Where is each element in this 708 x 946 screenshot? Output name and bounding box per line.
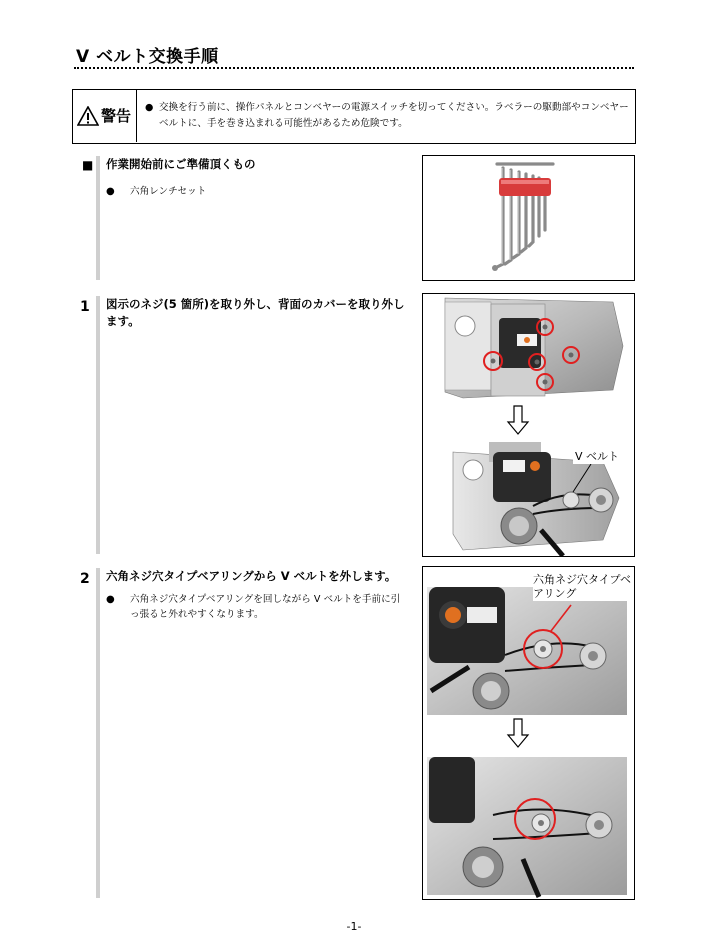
step-2-illustration	[423, 567, 634, 899]
down-arrow-icon	[508, 719, 528, 747]
bearing-callout: 六角ネジ穴タイプベアリング	[533, 573, 632, 600]
bullet-icon: ●	[145, 102, 154, 113]
step-1-heading: 図示のネジ(5 箇所)を取り外し、背面のカバーを取り外します。	[106, 297, 405, 328]
hex-wrench-illustration	[423, 156, 634, 280]
step-2-heading: 六角ネジ穴タイプベアリングから V ベルトを外します。	[106, 569, 397, 583]
step-1-side-bar	[96, 296, 100, 554]
title-divider	[74, 67, 634, 69]
down-arrow-icon	[508, 406, 528, 434]
prep-item: ● 六角レンチセット	[106, 186, 207, 197]
hex-wrench-photo	[422, 155, 635, 281]
prep-side-bar	[96, 156, 100, 280]
step-1-photo	[422, 293, 635, 557]
step-2-side-bar	[96, 568, 100, 898]
bullet-icon: ●	[106, 594, 115, 605]
prep-heading: 作業開始前にご準備頂くもの	[106, 157, 256, 171]
step-2-number: 2	[80, 571, 90, 587]
step-1-number: 1	[80, 299, 90, 315]
warning-text-block	[145, 100, 629, 132]
page-number: -1-	[346, 920, 362, 933]
warning-triangle-icon	[77, 106, 99, 126]
warning-label-cell	[72, 89, 137, 142]
section-marker: ■	[82, 158, 94, 172]
step-1-illustration	[423, 294, 634, 556]
step-2-bullet: ● 六角ネジ穴タイプベアリングを回しながら V ベルトを手前に引っ張ると外れやすくなります。	[106, 594, 401, 620]
step-2-photo	[422, 566, 635, 900]
warning-label: 警告	[100, 107, 131, 125]
bullet-icon: ●	[106, 186, 115, 197]
v-belt-callout: V ベルト	[575, 450, 620, 463]
page-title: V ベルト交換手順	[76, 47, 219, 67]
warning-text: 交換を行う前に、操作パネルとコンベヤーの電源スイッチを切ってください。ラベラーの駆動部やコンベヤーベルトに、手を巻き込まれる可能性があるため危険です。	[159, 102, 629, 129]
